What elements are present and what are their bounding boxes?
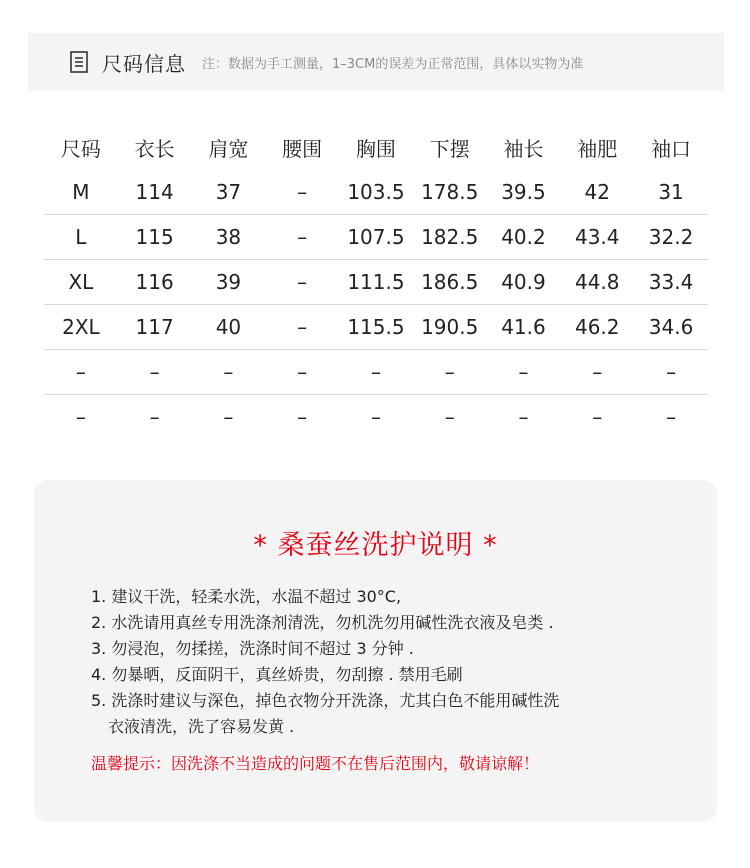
table-header-row: [44, 124, 708, 170]
column-header: 尺码: [60, 136, 101, 161]
table-cell: –: [518, 405, 529, 429]
table-body: [44, 170, 708, 439]
table-cell: M: [72, 180, 90, 204]
care-item: [91, 688, 559, 740]
table-cell: 31: [658, 180, 684, 204]
table-cell: –: [223, 360, 234, 384]
care-item: 2. 水洗请用真丝专用洗涤剂清洗，勿机洗勿用碱性洗衣液及皂类 .: [91, 613, 554, 632]
table-cell: –: [666, 360, 677, 384]
warm-tip: 温馨提示：因洗涤不当造成的问题不在售后范围内，敬请谅解！: [91, 754, 540, 773]
care-item-text: 5. 洗涤时建议与深色，掉色衣物分开洗涤，尤其白色不能用碱性洗: [91, 691, 560, 710]
column-header: 下摆: [429, 136, 470, 161]
measurement-note: 注：数据为手工测量，1–3CM的误差为正常范围，具体以实物为准: [202, 56, 584, 72]
table-cell: XL: [68, 270, 94, 294]
size-info-header: [28, 33, 724, 91]
table-cell: –: [297, 225, 308, 249]
table-cell: 40.2: [501, 225, 546, 249]
table-cell: 117: [135, 315, 174, 339]
column-header: 袖长: [503, 136, 544, 161]
table-cell: –: [297, 270, 308, 294]
size-table: [44, 124, 708, 439]
table-cell: 44.8: [574, 270, 620, 294]
table-row: [44, 170, 708, 215]
care-item: 1. 建议干洗，轻柔水洗，水温不超过 30°C,: [91, 587, 402, 606]
table-row: [44, 260, 708, 305]
table-cell: 115.5: [347, 315, 405, 339]
table-cell: 190.5: [421, 315, 479, 339]
table-cell: 114: [135, 180, 174, 204]
table-cell: 115: [135, 225, 174, 249]
table-cell: 103.5: [347, 180, 405, 204]
care-list: [91, 584, 559, 740]
table-cell: –: [297, 405, 308, 429]
table-cell: 34.6: [648, 315, 694, 339]
care-instructions-panel: [34, 480, 717, 822]
table-cell: 39.5: [501, 180, 546, 204]
table-cell: 37: [215, 180, 242, 204]
table-cell: –: [75, 360, 86, 384]
table-cell: 43.4: [574, 225, 620, 249]
table-cell: 38: [215, 225, 242, 249]
table-cell: –: [297, 180, 308, 204]
table-cell: 32.2: [648, 225, 694, 249]
table-cell: 178.5: [421, 180, 479, 204]
table-row: [44, 395, 708, 440]
column-header: 袖肥: [577, 136, 618, 161]
table-cell: 182.5: [421, 225, 479, 249]
table-cell: –: [592, 360, 603, 384]
table-cell: 2XL: [62, 315, 100, 339]
table-row: [44, 305, 708, 350]
table-cell: 39: [215, 270, 242, 294]
table-cell: –: [149, 360, 160, 384]
column-header: 胸围: [355, 136, 396, 161]
table-cell: 40.9: [501, 270, 546, 294]
column-header: 肩宽: [208, 136, 249, 161]
table-cell: 107.5: [347, 225, 405, 249]
table-cell: –: [75, 405, 86, 429]
table-cell: L: [75, 225, 87, 249]
table-cell: 186.5: [421, 270, 479, 294]
column-header: 衣长: [134, 136, 175, 161]
table-cell: 116: [135, 270, 174, 294]
table-cell: 111.5: [347, 270, 405, 294]
table-cell: –: [370, 405, 381, 429]
column-header: 袖口: [651, 136, 692, 161]
table-cell: 42: [584, 180, 610, 204]
table-cell: –: [592, 405, 603, 429]
care-title: * 桑蚕丝洗护说明 *: [253, 530, 498, 561]
table-cell: 41.6: [501, 315, 546, 339]
table-cell: 33.4: [648, 270, 694, 294]
table-row: [44, 350, 708, 395]
table-cell: –: [370, 360, 381, 384]
table-cell: 46.2: [574, 315, 620, 339]
table-cell: –: [518, 360, 529, 384]
column-header: 腰围: [282, 136, 323, 161]
table-row: [44, 215, 708, 260]
list-document-icon: [70, 51, 88, 73]
table-cell: –: [297, 360, 308, 384]
care-item-continuation: 衣液清洗，洗了容易发黄 .: [108, 717, 295, 736]
table-cell: –: [444, 360, 455, 384]
care-item: 3. 勿浸泡，勿揉搓，洗涤时间不超过 3 分钟 .: [91, 639, 414, 658]
page-title: 尺码信息: [102, 51, 186, 76]
table-cell: –: [444, 405, 455, 429]
table-cell: –: [223, 405, 234, 429]
care-item: 4. 勿暴晒，反面阴干，真丝娇贵，勿刮擦 . 禁用毛刷: [91, 665, 463, 684]
table-cell: –: [666, 405, 677, 429]
table-cell: 40: [215, 315, 242, 339]
table-cell: –: [149, 405, 160, 429]
table-cell: –: [297, 315, 308, 339]
